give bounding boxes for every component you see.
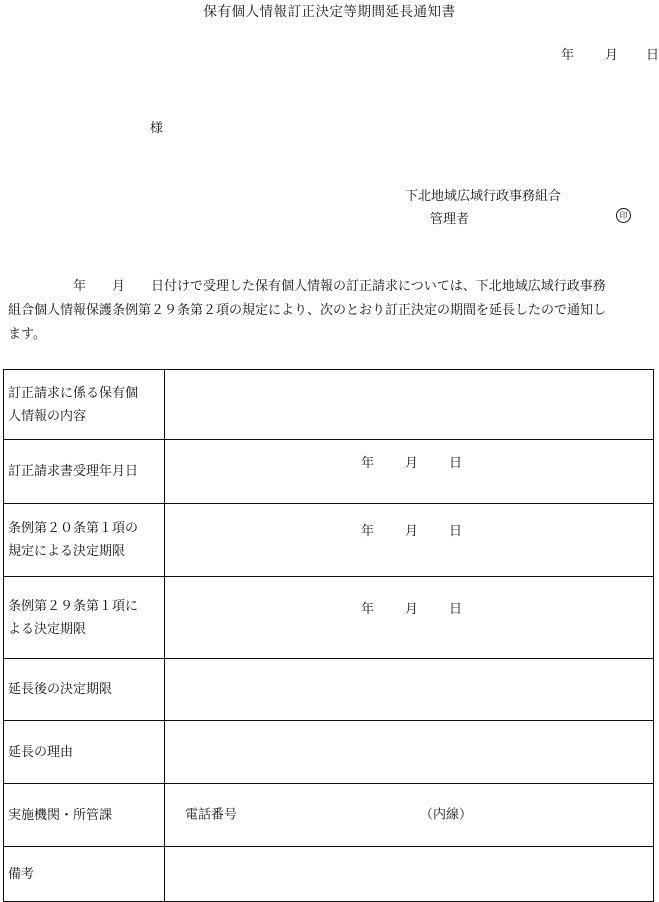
header-year-label: 年 xyxy=(561,48,575,63)
document-title: 保有個人情報訂正決定等期間延長通知書 xyxy=(203,4,456,20)
notice-body-line: ます。 xyxy=(8,327,46,342)
table-row xyxy=(4,370,654,440)
row-label-line: 備考 xyxy=(8,866,35,882)
extension-label: （内線） xyxy=(420,807,473,823)
row-value-extended-deadline[interactable] xyxy=(165,659,654,721)
row-label-line: 訂正請求に係る保有個 xyxy=(8,385,139,401)
phone-number-label: 電話番号 xyxy=(185,807,238,823)
details-table xyxy=(3,369,654,901)
table-row xyxy=(4,784,654,847)
header-day-label: 日 xyxy=(646,48,659,63)
row-label-deadline-art20 xyxy=(4,504,165,577)
date-year-label: 年 xyxy=(361,524,375,539)
notice-body-line: 組合個人情報保護条例第２９条第２項の規定により、次のとおり訂正決定の期間を延長したので通知し xyxy=(8,303,607,318)
row-value-receipt-date[interactable] xyxy=(165,440,654,504)
table-row xyxy=(4,659,654,721)
row-value-deadline-art20[interactable] xyxy=(165,504,654,577)
row-label-line: 条例第２０条第１項の xyxy=(8,521,139,536)
date-day-label: 日 xyxy=(449,601,463,617)
date-month-label: 月 xyxy=(405,524,419,539)
header-month-label: 月 xyxy=(605,48,619,63)
row-label-extended-deadline xyxy=(4,659,165,721)
issuer-organization: 下北地域広域行政事務組合 xyxy=(405,189,562,204)
addressee-suffix: 様 xyxy=(150,121,164,136)
table-row xyxy=(4,577,654,659)
row-label-line: 訂正請求書受理年月日 xyxy=(8,464,139,479)
table-row xyxy=(4,440,654,504)
row-label-line: 条例第２９条第１項に xyxy=(8,598,139,614)
row-label-line: 実施機関・所管課 xyxy=(8,807,113,823)
row-value-remarks[interactable] xyxy=(165,847,654,902)
table-row xyxy=(4,504,654,577)
row-value-deadline-art29[interactable] xyxy=(165,577,654,659)
row-value-content[interactable] xyxy=(165,370,654,440)
table-row xyxy=(4,847,654,902)
row-label-department xyxy=(4,784,165,847)
row-label-content xyxy=(4,370,165,440)
notice-body xyxy=(8,275,658,347)
row-label-deadline-art29 xyxy=(4,577,165,659)
row-label-line: 延長の理由 xyxy=(8,744,74,760)
issuer-title: 管理者 xyxy=(430,212,470,227)
seal-mark: 印 xyxy=(616,208,631,223)
date-month-label: 月 xyxy=(405,455,419,471)
row-label-line: 延長後の決定期限 xyxy=(8,682,113,697)
row-label-line: 規定による決定期限 xyxy=(8,544,126,559)
date-month-label: 月 xyxy=(405,601,419,617)
row-label-receipt-date xyxy=(4,440,165,504)
row-label-extension-reason xyxy=(4,721,165,784)
table-row xyxy=(4,721,654,784)
row-label-line: 人情報の内容 xyxy=(8,408,87,424)
date-year-label: 年 xyxy=(361,455,375,471)
row-value-extension-reason[interactable] xyxy=(165,721,654,784)
row-label-remarks xyxy=(4,847,165,902)
row-label-line: よる決定期限 xyxy=(8,621,87,637)
notice-body-line: 年 月 日付けで受理した保有個人情報の訂正請求については、下北地域広域行政事務 xyxy=(8,279,606,294)
date-day-label: 日 xyxy=(449,455,463,471)
row-value-department[interactable] xyxy=(165,784,654,847)
date-day-label: 日 xyxy=(449,524,463,539)
date-year-label: 年 xyxy=(361,601,375,617)
